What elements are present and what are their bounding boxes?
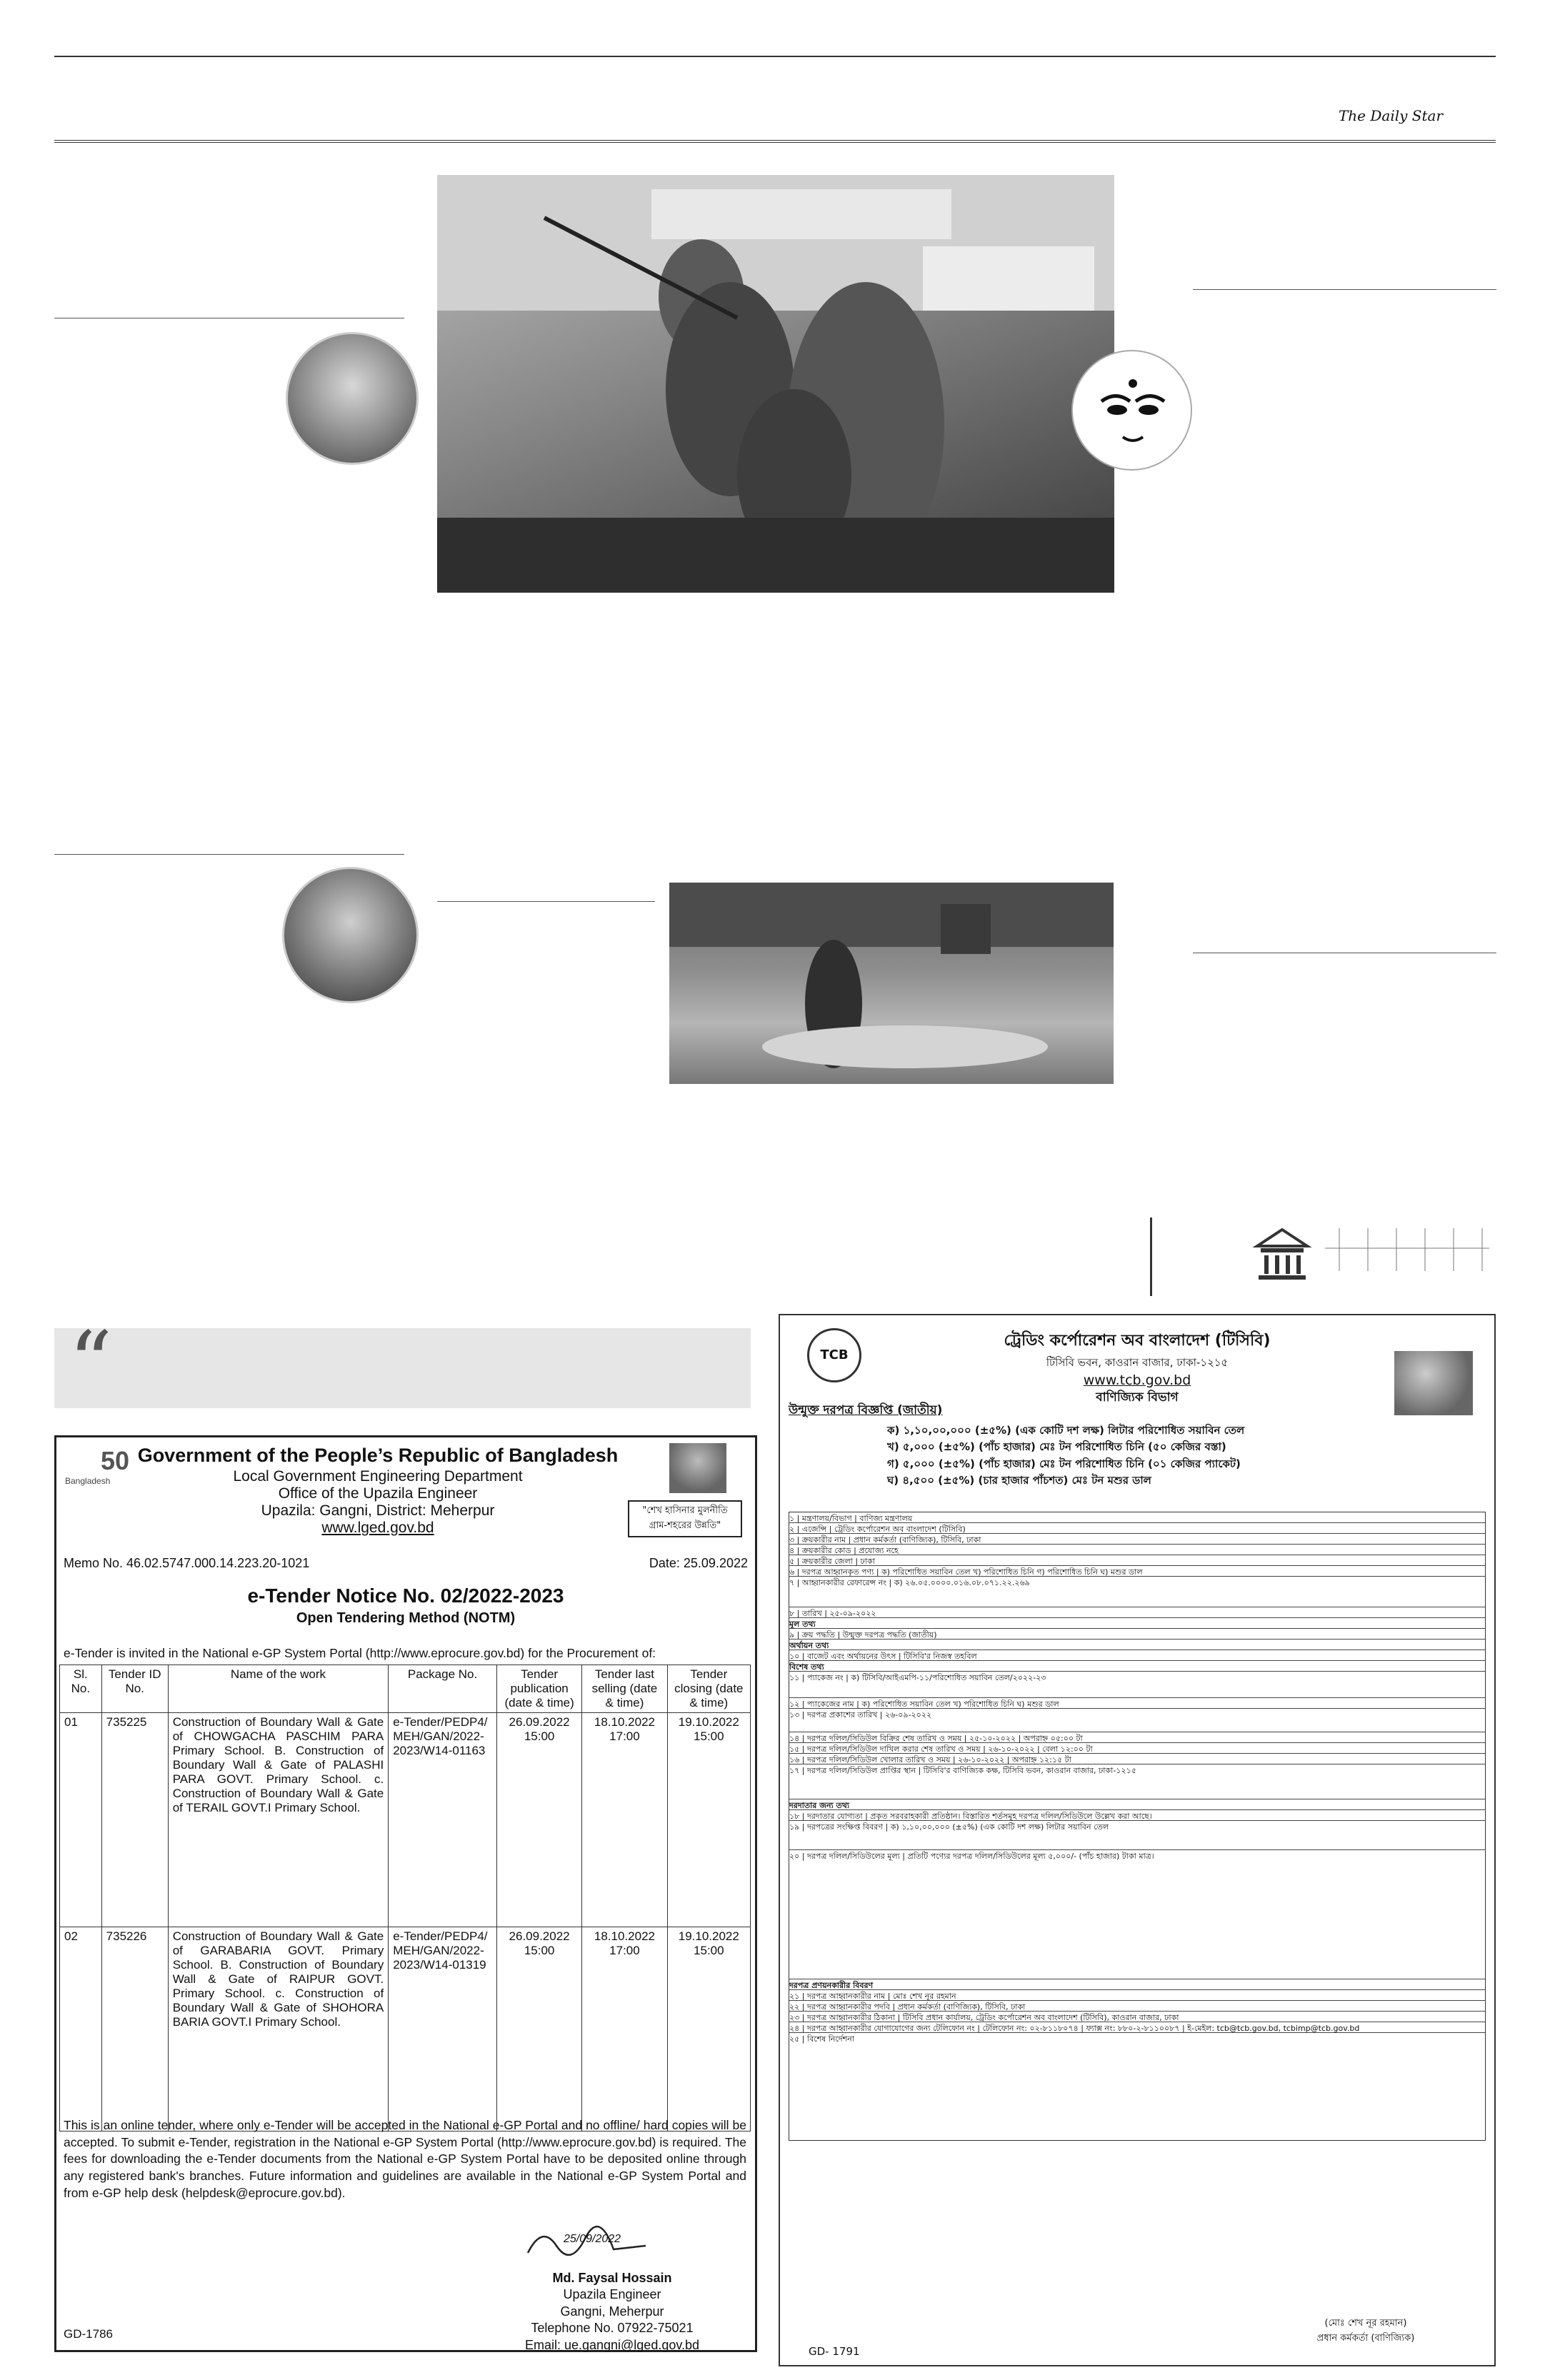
cell-sl: 02 (60, 1927, 102, 2132)
table-row: ৫ | ক্রয়কারীর জেলা | ঢাকা (789, 1555, 1485, 1566)
table-row: ২০ | দরপত্র দলিল/সিডিউলের মূল্য | প্রতিটি পণ্যের দরপত্র দলিল/সিডিউলের মূল্য ৫,০০০/- (পাঁচ হাজার) টাকা মাত্র। (789, 1850, 1485, 1979)
mujib-logo: 50 Bangladesh (65, 1446, 129, 1486)
cell-id: 735226 (101, 1927, 168, 2132)
col-header: Tender last selling (date & time) (582, 1665, 667, 1713)
tcb-signer-title: প্রধান কর্মকর্তা (বাণিজ্যিক) (1316, 2333, 1415, 2344)
table-row (60, 1927, 751, 2132)
column-divider (1150, 1217, 1152, 1296)
cell-work: Construction of Boundary Wall & Gate of GARABARIA GOVT. Primary School. B. Construction of Boundary Wall & Gate of RAIPUR GOVT. Primary School. c. Construction of Boundary Wall & Gate of SHOHORA BARIA GOVT.I Primary School. (168, 1927, 389, 2132)
table-row: ১৪ | দরপত্র দলিল/সিডিউল বিক্রির শেষ তারিখ ও সময় | ২৫-১০-২০২২ | অপরাহ্ন ০৫:০০ টা (789, 1732, 1485, 1743)
pm-portrait (669, 1443, 726, 1493)
lged-tender-notice (54, 1435, 757, 2352)
section-heading: বিশেষ তথ্য (789, 1661, 1485, 1672)
signer-telephone: Telephone No. 07922-75021 (531, 2321, 694, 2336)
table-header-row (60, 1665, 751, 1713)
top-rule (54, 56, 1496, 57)
cell-close: 19.10.2022 15:00 (667, 1927, 750, 2132)
table-row: ১৩ | দরপত্র প্রকাশের তারিখ | ২৬-০৯-২০২২ (789, 1709, 1485, 1732)
cell-package: e-Tender/PEDP4/ MEH/GAN/2022- 2023/W14-01163 (389, 1713, 497, 1927)
section-heading: দরদাতার জন্য তথ্য (789, 1799, 1485, 1810)
table-row: ৯ | ক্রয় পদ্ধতি | উন্মুক্ত দরপত্র পদ্ধতি (জাতীয়) (789, 1629, 1485, 1640)
cell-sell: 18.10.2022 17:00 (582, 1713, 667, 1927)
section-heading: অর্থায়ন তথ্য (789, 1640, 1485, 1650)
cell-pub: 26.09.2022 15:00 (496, 1927, 581, 2132)
table-row: ২২ | দরপত্র আহ্বানকারীর পদবি | প্রধান কর্মকর্তা (বাণিজ্যিক), টিসিবি, ঢাকা (789, 2001, 1485, 2012)
tcb-title: ট্রেডিং কর্পোরেশন অব বাংলাদেশ (টিসিবি) (1004, 1332, 1271, 1350)
dept-name: Local Government Engineering Department (233, 1468, 523, 1485)
office-name: Office of the Upazila Engineer (278, 1485, 478, 1502)
table-row (60, 1713, 751, 1927)
tcb-item: ক) ১,১০,০০,০০০ (±৫%) (এক কোটি দশ লক্ষ) লিটার পরিশোধিত সয়াবিন তেল (887, 1424, 1245, 1437)
col-header: Package No. (389, 1665, 497, 1713)
columnist-portrait-1 (286, 332, 419, 465)
table-row: ১৫ | দরপত্র দলিল/সিডিউল দাখিল করার শেষ তারিখ ও সময় | ২৬-১০-২০২২ | বেলা ১২:০০ টা (789, 1743, 1485, 1754)
road-photo (669, 883, 1114, 1084)
signature: 25/09/2022 (514, 2217, 656, 2267)
notice-title: e-Tender Notice No. 02/2022-2023 (247, 1585, 564, 1607)
tcb-signer-name: (মোঃ শেখ নূর রহমান) (1324, 2318, 1407, 2329)
table-row: ২৩ | দরপত্র আহ্বানকারীর ঠিকানা | টিসিবি প্রধান কার্যালয়, ট্রেডিং কর্পোরেশন অব বাংলাদেশ (টিসিবি), কাওরান বাজার, ঢাকা (789, 2012, 1485, 2022)
table-row: ২ | এজেন্সি | ট্রেডিং কর্পোরেশন অব বাংলাদেশ (টিসিবি) (789, 1523, 1485, 1534)
table-row: ১১ | প্যাকেজ নং | ক) টিসিবি/আইএমপি-১১/পরিশোধিত সয়াবিন তেল/২০২২-২৩ (789, 1672, 1485, 1698)
tcb-item: খ) ৫,০০০ (±৫%) (পাঁচ হাজার) মেঃ টন পরিশোধিত চিনি (৫০ কেজির বস্তা) (887, 1440, 1226, 1454)
signer-place: Gangni, Meherpur (560, 2304, 664, 2319)
col-header: Sl. No. (60, 1665, 102, 1713)
column-rule (437, 901, 655, 902)
columnist-portrait-2 (282, 867, 419, 1003)
tcb-division: বাণিজ্যিক বিভাগ (1096, 1390, 1179, 1405)
table-row: ৭ | আহ্বানকারীর রেফারেন্স নং | ক) ২৬.০৫.০০০০.০১৬.০৮.০৭১.২২.২৬৯ (789, 1577, 1485, 1607)
tender-intro: e-Tender is invited in the National e-GP System Portal (http://www.eprocure.gov.bd) for the Procurement of: (64, 1646, 656, 1660)
section-heading: মূল তথ্য (789, 1618, 1485, 1629)
signer-email: Email: ue.gangni@lged.gov.bd (524, 2337, 700, 2352)
slogan-box: "শেখ হাসিনার মুলনীতি গ্রাম-শহরের উন্নতি" (628, 1500, 742, 1537)
cell-pub: 26.09.2022 15:00 (496, 1713, 581, 1927)
table-row: ২৫ | বিশেষ নির্দেশনা (789, 2034, 854, 2044)
tcb-address: টিসিবি ভবন, কাওরান বাজার, ঢাকা-১২১৫ (1046, 1356, 1229, 1369)
gov-title: Government of the People’s Republic of Bangladesh (137, 1445, 619, 1466)
tender-footer-text: This is an online tender, where only e-Tender will be accepted in the National e-GP Portal and no offline/ hard copies will be accepted. To submit e-Tender, registration in the National e-GP System Portal (http://www.eprocure.gov.bd) is required. The fees for downloading the e-Tender documents from the National e-GP System Portal have to be deposited online through any registered bank's branches. Future information and guidelines are available in the National e-GP System Portal and from e-GP help desk (helpdesk@eprocure.gov.bd). (64, 2118, 746, 2200)
col-header: Tender closing (date & time) (667, 1665, 750, 1713)
signer-name: Md. Faysal Hossain (552, 2271, 672, 2285)
col-header: Tender ID No. (101, 1665, 168, 1713)
table-row: ১২ | প্যাকেজের নাম | ক) পরিশোধিত সয়াবিন তেল খ) পরিশোধিত চিনি ঘ) মশুর ডাল (789, 1698, 1485, 1709)
table-row: ৪ | ক্রয়কারীর কোড | প্রযোজ্য নহে (789, 1545, 1485, 1555)
table-row: ১০ | বাজেট এবং অর্থায়নের উৎস | টিসিবি'র নিজস্ব তহবিল (789, 1650, 1485, 1661)
pull-quote-box (54, 1314, 751, 1413)
table-row: ১৮ | দরদাতার যোগ্যতা | প্রকৃত সরবরাহকারী প্রতিষ্ঠান। বিস্তারিত শর্তসমূহ দরপত্র দলিল/সিডিউলে উল্লেখ করা আছে। (789, 1810, 1485, 1821)
column-rule (54, 854, 404, 855)
table-row: ৬ | দরপত্র আহ্বানকৃত পণ্য | ক) পরিশোধিত সয়াবিন তেল খ) পরিশোধিত চিনি গ) পরিশোধিত চিনি ঘ) মশুর ডাল (789, 1566, 1485, 1577)
signer-title: Upazila Engineer (563, 2287, 661, 2302)
quote-mark: “ (69, 1314, 113, 1413)
table-row: ১৭ | দরপত্র দলিল/সিডিউল প্রাপ্তির স্থান | টিসিবি'র বাণিজ্যিক কক্ষ, টিসিবি ভবন, কাওরান বাজার, ঢাকা-১২১৫ (789, 1764, 1485, 1799)
durga-face-icon (1071, 350, 1192, 471)
tcb-item: গ) ৫,০০০ (±৫%) (পাঁচ হাজার) মেঃ টন পরিশোধিত চিনি (০১ কেজির প্যাকেট) (887, 1457, 1241, 1470)
tcb-tender-notice (779, 1314, 1496, 2366)
tender-method: Open Tendering Method (NOTM) (296, 1610, 516, 1626)
tcb-info-table (789, 1512, 1486, 2141)
column-rule (1193, 289, 1496, 290)
cell-id: 735225 (101, 1713, 168, 1927)
table-row: ২১ | দরপত্র আহ্বানকারীর নাম | মোঃ শেখ নূর রহমান (789, 1990, 1485, 2001)
col-header: Tender publication (date & time) (496, 1665, 581, 1713)
tender-table (59, 1665, 751, 2132)
tcb-logo: TCB (807, 1328, 861, 1382)
lead-photo (437, 175, 1114, 593)
tcb-website-link[interactable]: www.tcb.gov.bd (1083, 1372, 1191, 1388)
memo-no: Memo No. 46.02.5747.000.14.223.20-1021 (64, 1556, 310, 1570)
table-row: ২৪ | দরপত্র আহ্বানকারীর যোগাযোগের জন্য টেলিফোন নং | টেলিফোন নং: ০২-৮১১৮০৭৪ | ফ্যাক্স নং: ৮৮০-২-৮১১০০৮৭ | ই-মেইল: tcb@tcb.gov.bd, tcbimp@tcb.gov.bd (789, 2022, 1485, 2033)
cell-sell: 18.10.2022 17:00 (582, 1927, 667, 2132)
notice-date: Date: 25.09.2022 (649, 1556, 748, 1570)
table-row: ৮ | তারিখ | ২৫-০৯-২০২২ (789, 1607, 1485, 1618)
tcb-notice-heading: উন্মুক্ত দরপত্র বিজ্ঞপ্তি (জাতীয়) (789, 1403, 943, 1417)
cell-sl: 01 (60, 1713, 102, 1927)
lged-website-link[interactable]: www.lged.gov.bd (321, 1520, 434, 1536)
col-header: Name of the work (168, 1665, 389, 1713)
table-row: ৩ | ক্রয়কারীর নাম | প্রধান কর্মকর্তা (বাণিজ্যিক), টিসিবি, ঢাকা (789, 1534, 1485, 1545)
header-rule (54, 140, 1496, 143)
section-heading: দরপত্র প্রণয়নকারীর বিবরণ (789, 1979, 1485, 1990)
masthead: The Daily Star (1338, 107, 1443, 124)
court-building-icon (1243, 1214, 1321, 1292)
table-row: ১ | মন্ত্রণালয়/বিভাগ | বাণিজ্য মন্ত্রণালয় (789, 1512, 1485, 1523)
cell-package: e-Tender/PEDP4/ MEH/GAN/2022- 2023/W14-01319 (389, 1927, 497, 2132)
pm-portrait (1394, 1351, 1473, 1415)
tcb-item: ঘ) ৪,৫০০ (±৫%) (চার হাজার পাঁচশত) মেঃ টন মশুর ডাল (887, 1473, 1151, 1487)
grid-ornament (1325, 1228, 1489, 1271)
table-row: ১৬ | দরপত্র দলিল/সিডিউল খোলার তারিখ ও সময় | ২৬-১০-২০২২ | অপরাহ্ন ১২:১৫ টা (789, 1754, 1485, 1764)
cell-work: Construction of Boundary Wall & Gate of CHOWGACHA PASCHIM PARA Primary School. B. Construction of Boundary Wall & Gate of PALASHI PARA GOVT. Primary School. c. Construction of Boundary Wall & Gate of TERAIL GOVT.I Primary School. (168, 1713, 389, 1927)
cell-close: 19.10.2022 15:00 (667, 1713, 750, 1927)
upazila-line: Upazila: Gangni, District: Meherpur (261, 1502, 495, 1519)
table-row: ১৯ | দরপত্রের সংক্ষিপ্ত বিবরণ | ক) ১,১০,০০,০০০ (±৫%) (এক কোটি দশ লক্ষ) লিটার সয়াবিন তেল (789, 1821, 1485, 1850)
gd-number: GD-1786 (64, 2327, 113, 2341)
lead-photo-illustration (437, 175, 1114, 593)
gd-number: GD- 1791 (809, 2345, 860, 2358)
